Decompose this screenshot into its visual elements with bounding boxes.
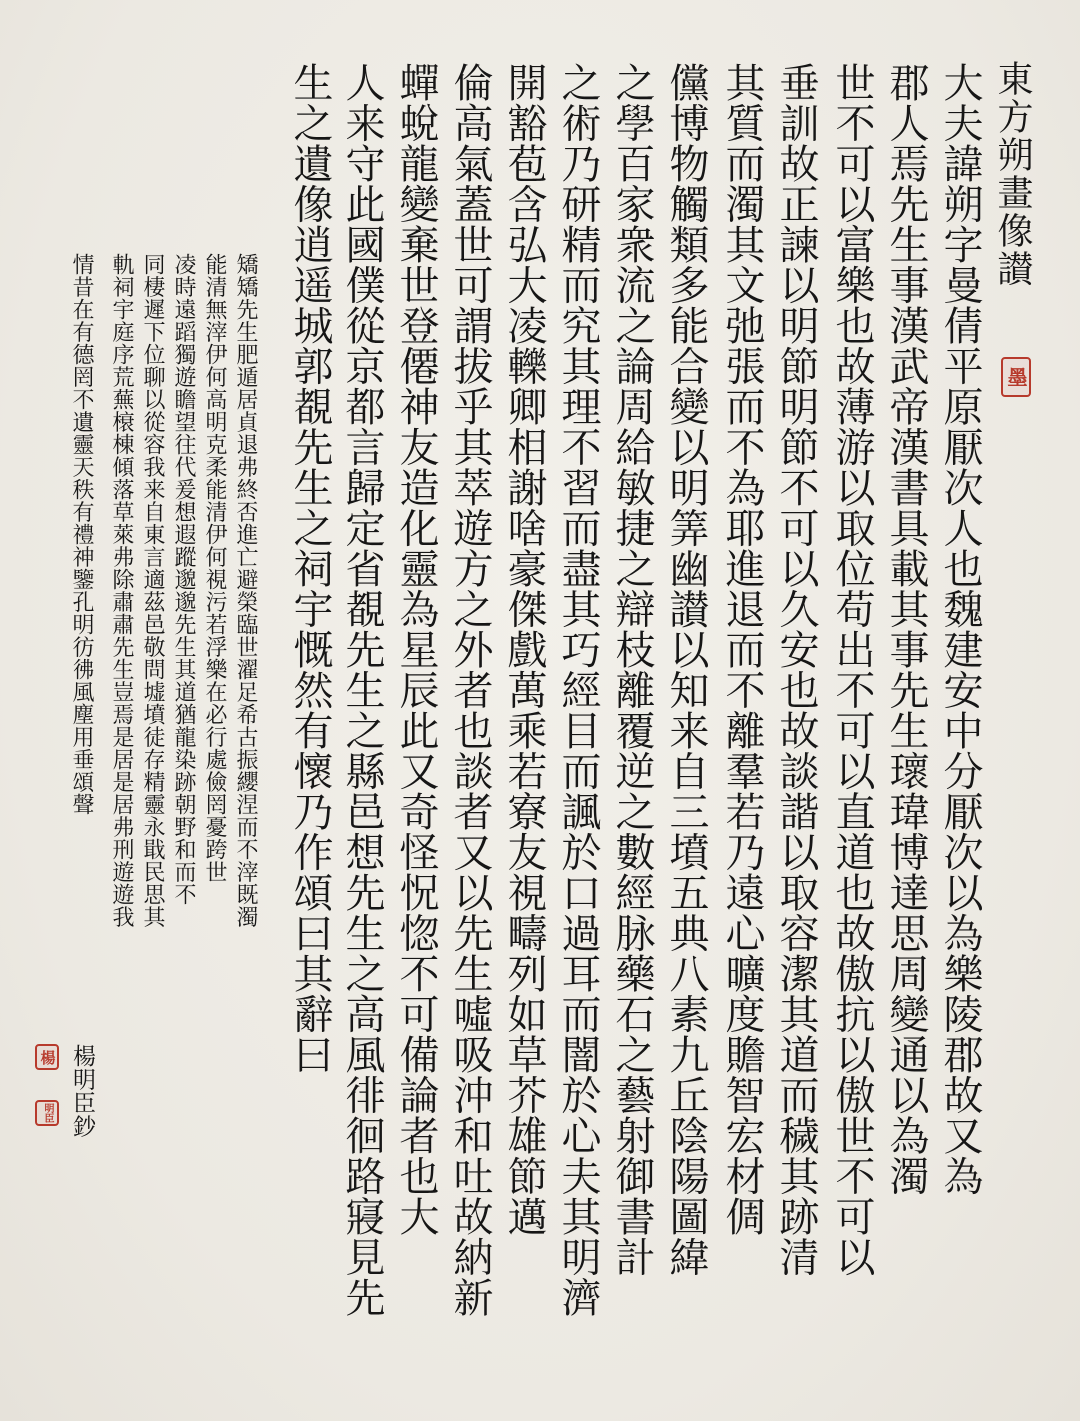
eulogy-text-column: 同棲遲下位聊以從容我来自東言適茲邑敬問墟墳徒存精靈永戢民思其 <box>140 253 165 928</box>
main-text-column: 之術乃研精而究其理不習而盡其巧經目而諷於口過耳而闇於心夫其明濟 <box>555 62 601 1318</box>
main-text-column: 蟬蛻龍變棄世登僊神友造化靈為星辰此又奇怪怳惚不可備論者也大 <box>393 62 439 1237</box>
main-text-column: 郡人焉先生事漢武帝漢書具載其事先生瓌瑋博達思周變通以為濁 <box>883 62 929 1196</box>
signature: 楊明臣鈔 <box>69 1044 95 1138</box>
signature-seal-upper: 楊 <box>35 1044 59 1070</box>
main-text-column: 其質而濁其文弛張而不為耶進退而不離羣若乃遠心曠度贍智宏材倜 <box>719 62 765 1237</box>
main-text-column: 儻博物觸類多能合變以明筭幽讃以知来自三墳五典八素九丘陰陽圖緯 <box>663 62 709 1277</box>
eulogy-text-column: 能清無滓伊何高明克柔能清伊何視污若浮樂在必行處儉罔憂跨世 <box>202 253 227 883</box>
eulogy-text-column: 矯矯先生肥遁居貞退弗終否進亡避榮臨世濯足希古振纓涅而不滓既濁 <box>233 253 258 928</box>
main-text-column: 大夫諱朔字曼倩平原厭次人也魏建安中分厭次以為樂陵郡故又為 <box>937 62 983 1196</box>
main-text-column: 之學百家衆流之論周給敏捷之辯枝離覆逆之數經脉藥石之藝射御書計 <box>609 62 655 1277</box>
title-seal: 墨 <box>1001 357 1031 397</box>
eulogy-text-column: 凌時遠蹈獨遊瞻望往代爰想遐蹤邈邈先生其道猶龍染跡朝野和而不 <box>171 253 196 906</box>
main-text-column: 生之遺像逍遥城郭覩先生之祠宇慨然有懷乃作頌曰其辭曰 <box>287 62 333 1075</box>
main-text-column: 開豁苞含弘大凌轢卿相謝啥豪傑戲萬乘若寮友視疇列如草芥雄節邁 <box>501 62 547 1237</box>
title: 東方朔畫像讃 <box>992 60 1033 288</box>
main-text-column: 垂訓故正諫以明節明節不可以久安也故談諧以取容潔其道而穢其跡清 <box>773 62 819 1277</box>
main-text-column: 人来守此國僕從京都言歸定省覩先生之縣邑想先生之高風徘徊路寢見先 <box>339 62 385 1318</box>
main-text-column: 倫高氣蓋世可謂拔乎其萃遊方之外者也談者又以先生噓吸沖和吐故納新 <box>447 62 493 1318</box>
eulogy-text-column: 情昔在有德罔不遺靈天秩有禮神鑒孔明彷彿風塵用垂頌聲 <box>69 253 94 816</box>
main-text-column: 世不可以富樂也故薄游以取位苟出不可以直道也故傲抗以傲世不可以 <box>829 62 875 1277</box>
eulogy-text-column: 軌祠宇庭序荒蕪榱棟傾落草萊弗除肅肅先生豈焉是居是居弗刑遊遊我 <box>109 253 134 928</box>
signature-seal-lower: 明臣 <box>35 1100 59 1126</box>
